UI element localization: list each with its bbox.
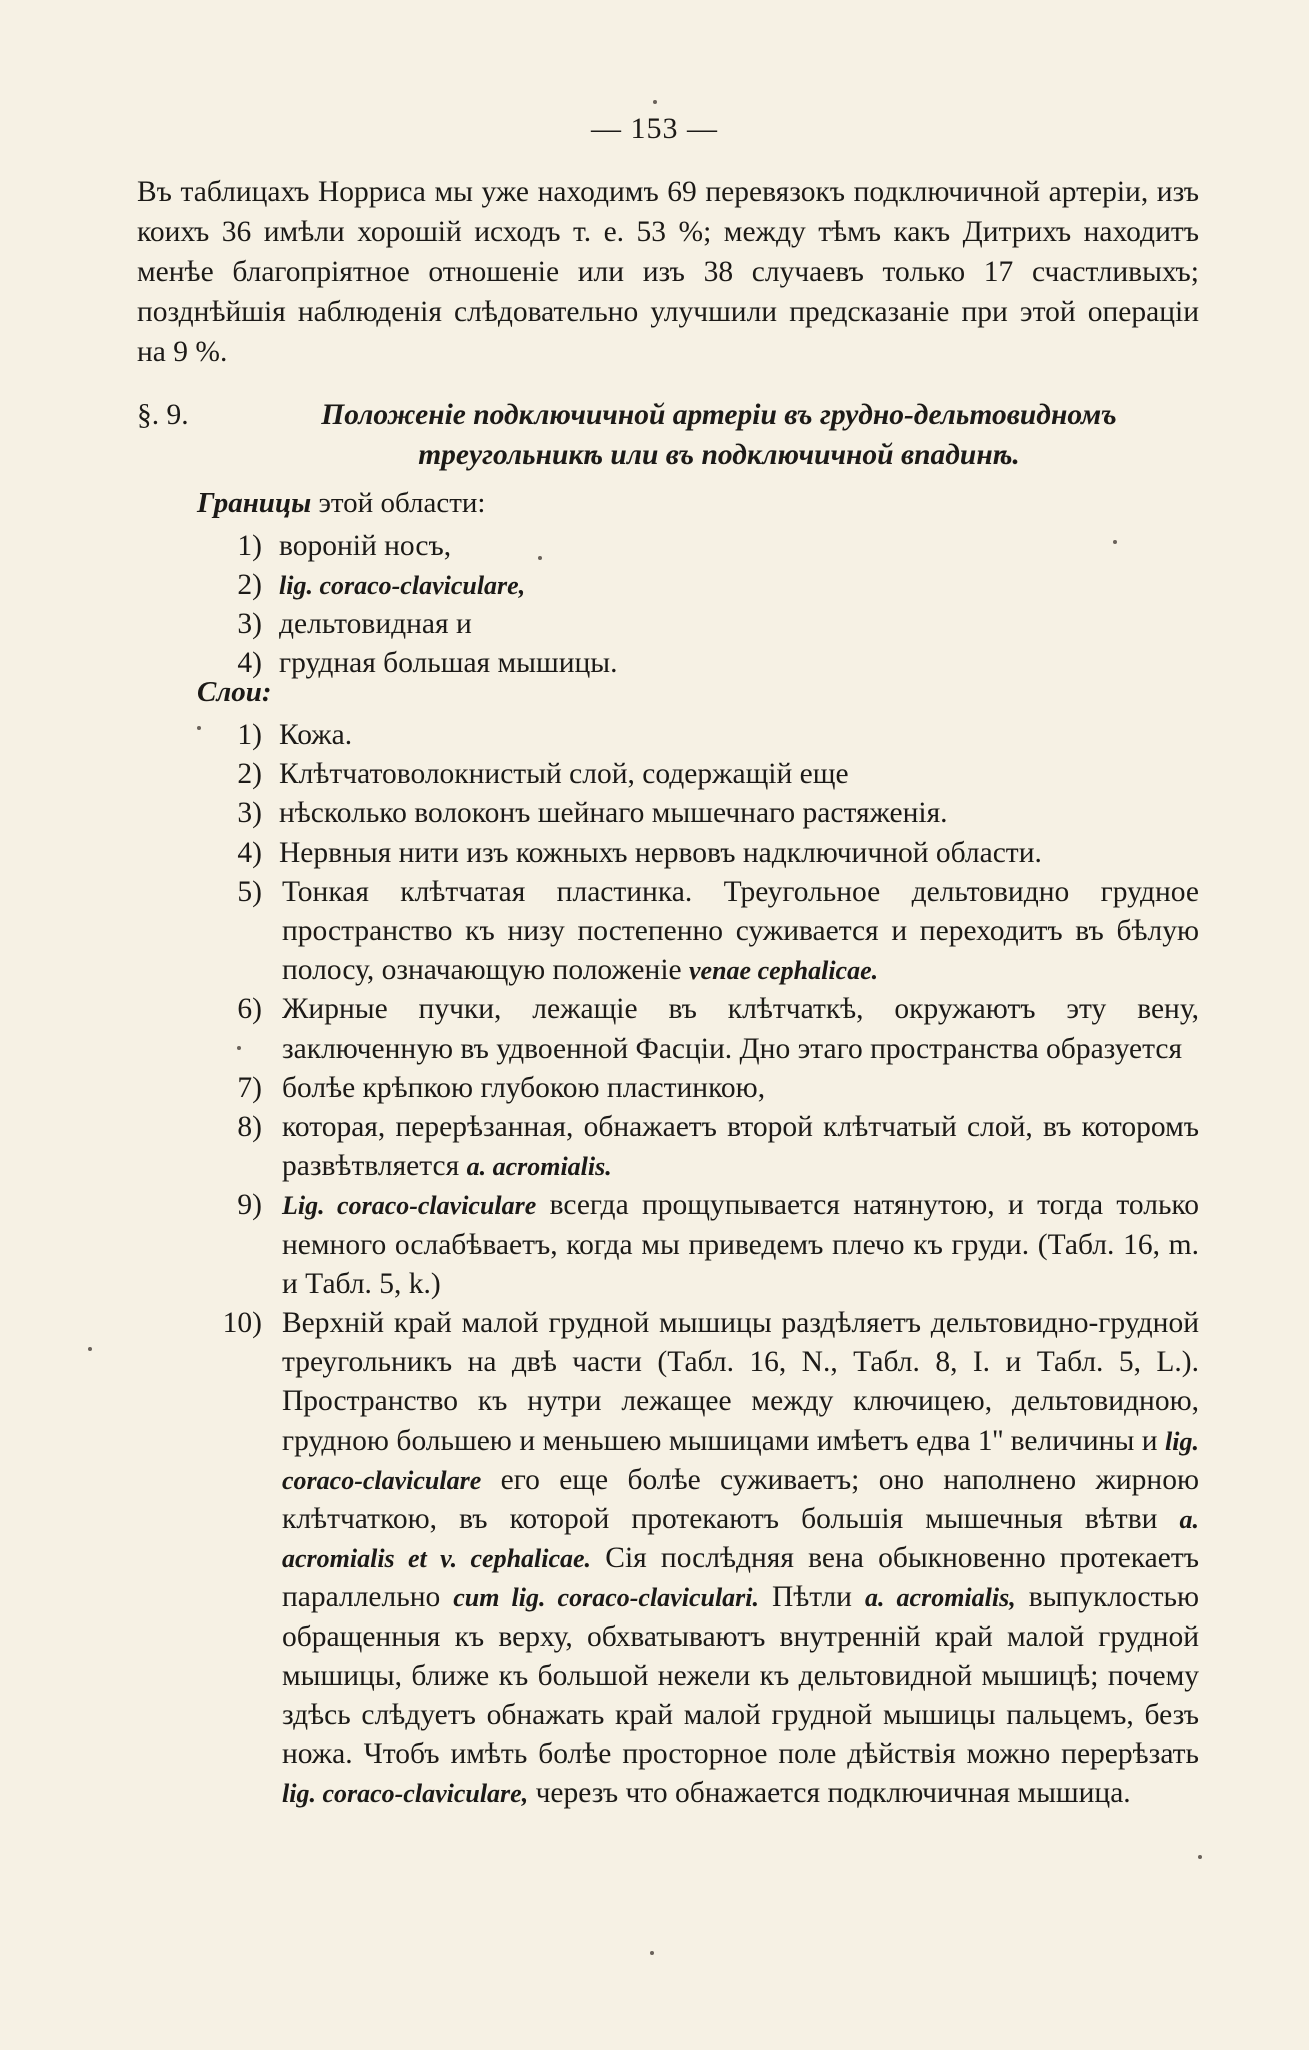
item-text: нѣсколько волоконъ шейнаго мышечнаго растяженія. bbox=[279, 797, 948, 830]
paper-speck bbox=[237, 1046, 241, 1050]
paper-speck bbox=[88, 1347, 92, 1351]
item-text: Тонкая клѣтчатая пластинка. Треугольное дельтовидно грудное пространство къ низу постепенно суживается и переходитъ въ бѣлую полосу, означающую положеніе bbox=[282, 875, 1199, 987]
section-number: §. 9. bbox=[137, 399, 189, 431]
item-number: 2) bbox=[237, 758, 262, 791]
list-item bbox=[0, 755, 1309, 794]
item-text: болѣе крѣпкою глубокою пластинкою, bbox=[282, 1071, 766, 1104]
item-number: 9) bbox=[237, 1189, 262, 1222]
item-number: 8) bbox=[237, 1111, 262, 1144]
item-text: Верхній край малой грудной мышицы раздѣляетъ дельтовидно-грудной треугольникъ на двѣ части (Табл. 16, N., Табл. 8, I. и Табл. 5, L.). Пространство къ нутри лежащее между ключицею, дельтовидною, грудною большею и меньшею мышицами имѣетъ едва 1'' величины и bbox=[282, 1307, 1199, 1457]
intro-paragraph bbox=[137, 172, 1199, 372]
list-item bbox=[0, 527, 1309, 566]
item-text-block bbox=[282, 1186, 1199, 1304]
item-latin-text: lig. coraco-claviculare, bbox=[279, 571, 526, 600]
paper-speck bbox=[650, 1951, 654, 1955]
item-number: 5) bbox=[237, 875, 262, 908]
item-text-block bbox=[282, 873, 1199, 991]
list-item bbox=[0, 1304, 1309, 1814]
item-text-block bbox=[282, 1304, 1199, 1814]
item-text-block bbox=[282, 1108, 1199, 1186]
list-item bbox=[0, 716, 1309, 755]
item-text: его еще болѣе суживаетъ; оно наполнено жирною клѣтчаткою, въ которой протекаютъ большія мышечныя вѣтви bbox=[282, 1463, 1200, 1536]
borders-heading bbox=[197, 487, 485, 520]
item-text: Кожа. bbox=[279, 719, 353, 751]
item-latin-text: lig. coraco-claviculare, bbox=[282, 1779, 529, 1809]
item-latin-text: lig. coraco-claviculare bbox=[282, 1426, 1199, 1495]
list-item bbox=[0, 566, 1309, 605]
list-item bbox=[0, 794, 1309, 833]
item-number: 2) bbox=[237, 569, 262, 601]
borders-label: Границы bbox=[197, 487, 312, 519]
item-text: черезъ что обнажается подключичная мышица. bbox=[535, 1777, 1131, 1810]
paper-speck bbox=[653, 100, 657, 104]
list-item bbox=[0, 1069, 1309, 1108]
item-latin-text: a. acromialis, bbox=[864, 1583, 1016, 1613]
list-item bbox=[0, 1108, 1309, 1186]
list-item bbox=[0, 873, 1309, 991]
item-text: дельтовидная и bbox=[279, 608, 472, 640]
item-number: 4) bbox=[237, 647, 262, 679]
paper-speck bbox=[538, 556, 542, 560]
item-text: всегда прощупывается натянутою, и тогда только немного ослабѣваетъ, когда мы приведемъ плечо къ груди. (Табл. 16, m. и Табл. 5, k.) bbox=[282, 1189, 1200, 1300]
paper-speck bbox=[1113, 540, 1117, 544]
item-number: 3) bbox=[237, 608, 262, 640]
item-text: Клѣтчатоволокнистый слой, содержащій еще bbox=[279, 758, 849, 791]
list-item bbox=[0, 1186, 1309, 1304]
item-number: 6) bbox=[237, 993, 262, 1026]
layers-list bbox=[0, 716, 1309, 1814]
item-number: 3) bbox=[237, 797, 262, 830]
page-number: — 153 — bbox=[591, 112, 718, 145]
item-text: Жирные пучки, лежащіе въ клѣтчаткѣ, окружаютъ эту вену, заключенную въ удвоенной Фасціи. Дно этаго пространства образуется bbox=[282, 993, 1199, 1065]
item-text: вороній носъ, bbox=[279, 530, 452, 562]
list-item bbox=[0, 834, 1309, 873]
item-number: 7) bbox=[237, 1071, 262, 1104]
borders-label-tail: этой области: bbox=[318, 487, 486, 519]
item-number: 1) bbox=[237, 719, 262, 751]
item-text: которая, перерѣзанная, обнажаетъ второй клѣтчатый слой, въ которомъ развѣтвляется bbox=[282, 1111, 1199, 1183]
item-number: 4) bbox=[237, 836, 262, 869]
intro-text: Въ таблицахъ Норриса мы уже находимъ 69 перевязокъ подключичной артеріи, изъ коихъ 36 имѣли хорошій исходъ т. е. 53 %; между тѣмъ какъ Дитрихъ находитъ менѣе благопріятное отношеніе или изъ 38 случаевъ только 17 счастливыхъ; позднѣйшія наблюденія слѣдовательно улучшили предсказаніе при этой операціи на 9 %. bbox=[137, 176, 1199, 368]
list-item bbox=[0, 605, 1309, 644]
paper-speck bbox=[1198, 1855, 1202, 1859]
item-text: Сія послѣдняя вена обыкновенно протекаетъ параллельно bbox=[282, 1542, 1200, 1614]
item-text: грудная большая мышицы. bbox=[279, 647, 618, 679]
item-latin-text: Lig. coraco-claviculare bbox=[282, 1191, 537, 1221]
paper-speck bbox=[197, 726, 201, 730]
item-latin-text: a. acromialis et v. cephalicae. bbox=[282, 1505, 1199, 1574]
item-number: 10) bbox=[222, 1307, 262, 1340]
item-text: выпуклостью обращенныя къ верху, обхватываютъ внутренній край малой грудной мышицы, ближе къ большой нежели къ дельтовидной мышицѣ; почему здѣсь слѣдуетъ обнажать край малой грудной мышицы пальцемъ, безъ ножа. Чтобъ имѣть болѣе просторное поле дѣйствія можно перерѣзать bbox=[282, 1581, 1199, 1771]
section-title: Положеніе подключичной артеріи въ грудно-дельтовидномъ треугольникѣ или въ подключичной впадинѣ. bbox=[321, 399, 1117, 471]
item-number: 1) bbox=[237, 530, 262, 562]
item-text: Нервныя нити изъ кожныхъ нервовъ надключичной области. bbox=[279, 836, 1042, 869]
item-latin-text: a. acromialis. bbox=[466, 1152, 612, 1182]
list-item bbox=[0, 990, 1309, 1068]
borders-list bbox=[0, 527, 1309, 683]
item-latin-text: cum lig. coraco-claviculari. bbox=[453, 1583, 760, 1613]
section-heading bbox=[137, 395, 1199, 475]
layers-label: Слои: bbox=[197, 676, 272, 708]
item-latin-text: venae cephalicae. bbox=[688, 956, 879, 986]
item-text: Пѣтли bbox=[771, 1581, 852, 1614]
